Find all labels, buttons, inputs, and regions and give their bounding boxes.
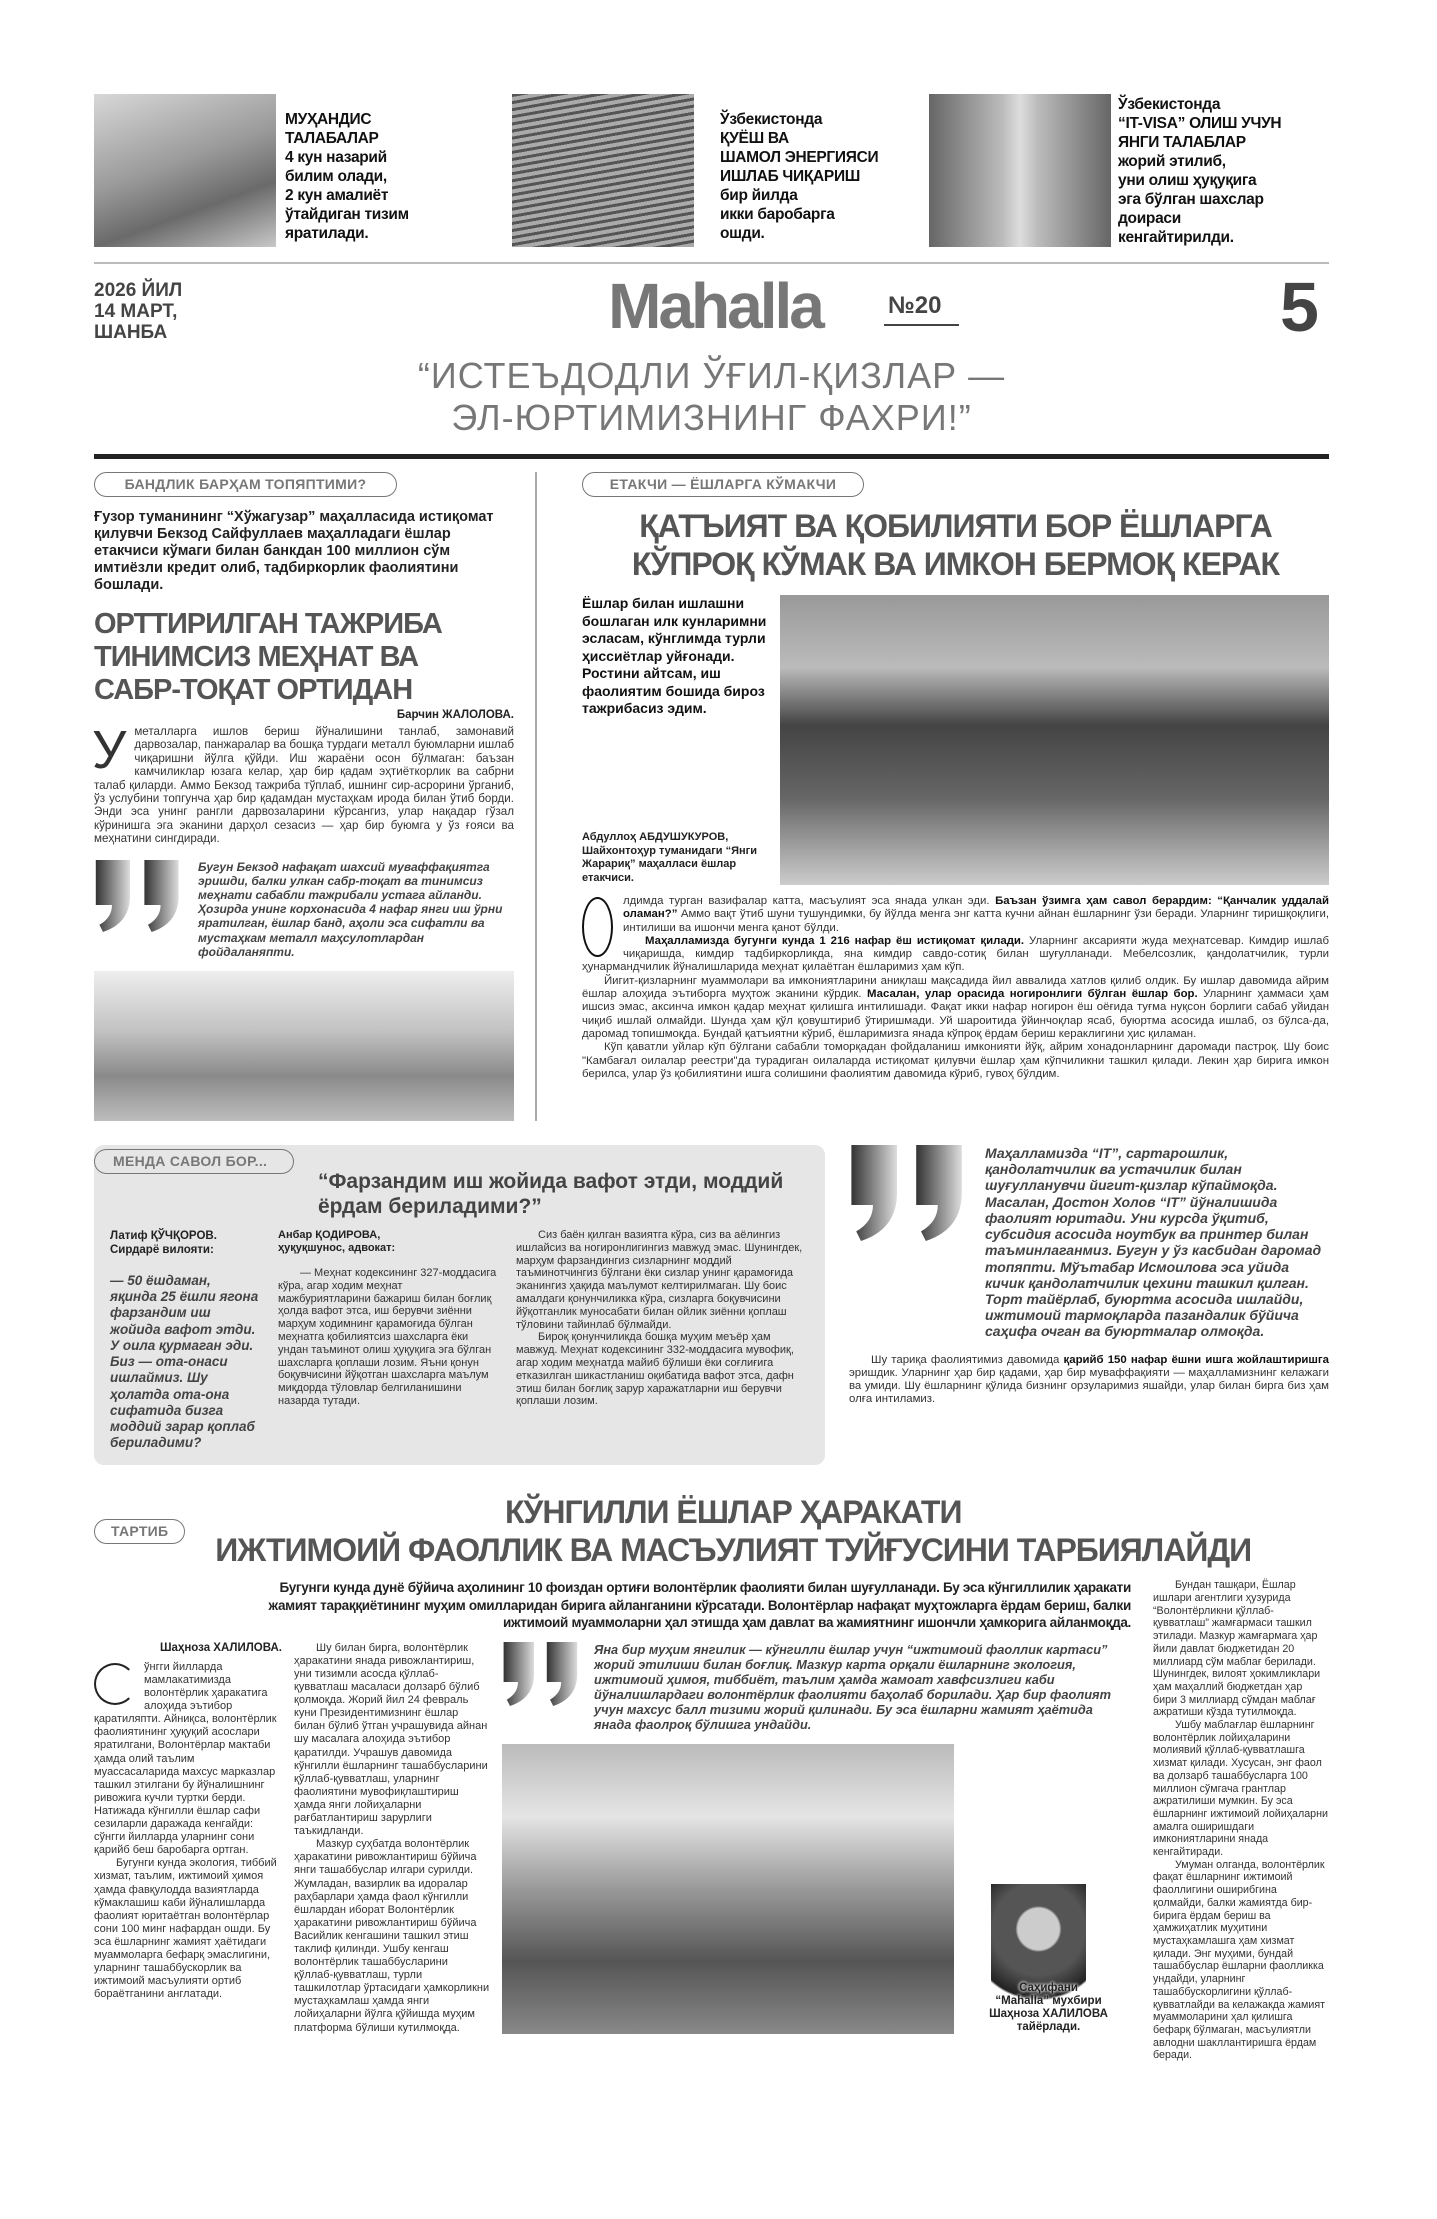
paragraph [582,895,1329,935]
teaser-line: ШАМОЛ ЭНЕРГИЯСИ [720,149,879,166]
issue-number: №20 [884,292,959,326]
dropcap: У [92,720,127,780]
expert-name: Анбар ҚОДИРОВА, [278,1229,381,1242]
asker-region: Сирдарё вилояти: [110,1244,214,1257]
divider [94,262,1329,264]
headline-line: САБР-ТОҚАТ ОРТИДАН [94,674,413,706]
paragraph: — Меҳнат кодексининг 327-моддасига кўра, агар ходим меҳнат мажбуриятларини бажариш билан боғлиқ ҳолда вафот этса, иш берувчи зиённи марҳум ходимнинг қарамоғида бўлган меҳнатга қобилиятсиз шахсларга ёки ундан таъминот олиш ҳуқуқига эга бўлган шахсларга қоплаши лозим. Яъни қонун боқувчисини йўқотган шахсларга маълум миқдорда тўловлар белгиланишини назарда тутади. [278,1267,497,1408]
teaser-line: икки баробарга [720,206,835,223]
rubric-pill: МЕНДА САВОЛ БОР... [94,1149,294,1174]
paragraph: Бундан ташқари, Ёшлар ишлари агентлиги ҳузурида “Волонтёрликни қўллаб-қувватлаш” жамғармаси ташкил этилади. Мазкур жамғармага ҳар йили давлат бюджетидан 20 миллиард сўм маблағ берилади. Шунингдек, вилоят ҳокимликлари ҳам маҳаллий бюджетдан ҳар бири 3 миллиард сўмдан маблағ ажратиши кўзда тутилмоқда. [1153,1579,1321,1719]
article3-left [94,1579,1131,2034]
article1 [94,472,514,1121]
text-run: Шу тариқа фаолиятимиз давомида [871,1353,1064,1366]
text-run-bold: қарийб 150 нафар ёшни ишга жойлаштиришга [1063,1353,1329,1366]
headline-line: ТИНИМСИЗ МЕҲНАТ ВА [94,641,419,673]
article3-head [94,1493,1329,1569]
quote-mark-icon [502,1642,582,1706]
paragraph: металларга ишлов бериш йўналишини танлаб, замонавий дарвозалар, панжаралар ва бошқа турдаги металл буюмларни ишлаб чиқаришни йўлга қўйди. Иш жараёни осон бўлмаган: баъзан камчиликлар юзага келар, ҳар бир қадам эҳтиёткорлик ва сабрни талаб қиларди. Аммо Бекзод тажриба тўплаб, ишнинг сир-асрорини ўрганиб, ўз услубини топгунча ҳар бир қадамдан мустаҳкам ирода билан ўтиб борди. Энди эса унинг рангли дарвозаларини кўрсангиз, улар нақадар гўзал кўринишга эга эканини дарҳол сезасиз — ҳар бир буюмга у ўз ғояси ва меҳнатини сингдиради. [94,725,514,846]
quote-mark-icon [94,860,184,932]
article2-side-quote: Ёшлар билан ишлашни бошлаган илк кунларимни эсласам, кўнглимда турли ҳиссиётлар уйғонади. Ростини айтсам, иш фаолиятим бошида бироз тажрибасиз эдим. [582,595,767,716]
article2-body [582,895,1329,1081]
article1-lead: Ғузор туманининг “Хўжагузар” маҳалласида истиқомат қилувчи Бекзод Сайфуллаев маҳалладаги ёшлар етакчиси кўмаги билан банкдан 100 миллион сўм имтиёзли кредит олиб, тадбиркорлик фаолиятини бошлади. [94,509,494,593]
paragraph [849,1354,1329,1407]
teaser-line: жорий этилиб, [1118,153,1226,170]
teaser-line: 4 кун назарий [285,149,387,166]
article2-photo-row [582,595,1329,885]
teaser-line: ошди. [720,225,765,242]
teaser-line: эга бўлган шахслар [1118,191,1264,208]
text-run-bold: Маҳалламизда бугунги кунда 1 216 нафар ёш истиқомат қилади. [645,934,1025,947]
text-run: эришдик. Уларнинг ҳар бир қадами, ҳар бир муваффақияти — маҳалламизнинг келажаги ва умиди. Шу ёшларнинг қўлида бизнинг орзуларимиз яшайди, улар билан бирга биз ҳам олға интиламиз. [849,1366,1329,1406]
article2-closing [849,1354,1329,1407]
qa-question-col [110,1229,260,1451]
teaser-line: уни олиш ҳуқуқига [1118,172,1257,189]
article3-headline [197,1493,1329,1569]
text-run-bold: Масалан, улар орасида ногиронлиги бўлган ёшлар бор. [867,988,1198,1001]
masthead-rule [94,454,1329,459]
rubric-pill: БАНДЛИК БАРҲАМ ТОПЯПТИМИ? [94,472,397,497]
headline-line: ОРТТИРИЛГАН ТАЖРИБА [94,608,442,640]
paragraph: Шу билан бирга, волонтёрлик ҳаракатини янада ривожлантириш, уни тизимли асосда қўллаб-қувватлаш масаласи долзарб бўлиб қолмоқда. Жорий йил 24 февраль куни Президентимизнинг ёшлар билан бўлиб ўтган учрашувида айнан шу масалага алоҳида эътибор қаратилди. Учрашув давомида кўнгилли ёшларнинг ташаббусларини қўллаб-қувватлаш, уларнинг фаолиятини мувофиқлаштириш ҳамда янги лойиҳаларни рағбатлантириш зарурлиги таъкидланди. [294,1641,488,1838]
slogan-line: “ИСТЕЪДОДЛИ ЎҒИЛ-ҚИЗЛАР — [417,355,1006,396]
teaser-3[interactable] [1118,95,1333,247]
teaser-line: билим олади, [285,168,387,185]
paragraph: Мазкур суҳбатда волонтёрлик ҳаракатини ривожлантириш бўйича янги ташаббуслар илгари сурилди. Жумладан, вазирлик ва идоралар раҳбарлари ҳамда фаол кўнгилли ёшлардан иборат Волонтёрлик ҳаракатини ривожлантириш бўйича Васийлик кенгашини ташкил этиш таклиф қилинди. Ушбу кенгаш волонтёрлик ташаббусларини қўллаб-қувватлаш, турли ташкилотлар ўртасидаги ҳамкорликни мустаҳкамлаш ҳамда янги лойиҳаларни йўлга қўйишда муҳим платформа бўлиши кутилмоқда. [294,1838,490,2034]
article3-photo-row [502,1744,1131,2034]
rubric-pill: ЕТАКЧИ — ЁШЛАРГА КЎМАКЧИ [582,472,864,497]
byline: Шаҳноза ХАЛИЛОВА. [159,1641,282,1654]
article3 [94,1493,1329,2062]
article2-quote-row [849,1145,1329,1339]
qa-top [94,1149,813,1219]
section-middle [94,1145,1329,1465]
headline-line: ҚАТЪИЯТ ВА ҚОБИЛИЯТИ БОР ЁШЛАРГА [639,508,1272,544]
teaser-2[interactable] [720,110,920,243]
text-run: Йигит-қизларнинг муаммолари ва имкониятларини аниқлаш мақсадида йил аввалида хатлов қилиб олдик. Бу ишлар давомида айрим ёшлар алоҳида эътиборга муҳтож эканини кўрдик. [582,974,1329,1001]
credit-line: тайёрлади. [1016,2020,1081,2033]
page-number: 5 [1280,268,1319,346]
qa-expert [278,1229,498,1255]
article2-pullquote: Маҳалламизда “IT”, сартарошлик, қандолатчилик ва устачилик билан шуғулланувчи йигит-қизлар кўпаймоқда. Масалан, Достон Холов “IT” йўналишида фаолият юритади. Уни курсда ўқитиб, субсидия асосида ноутбук ва принтер билан таъминлаганмиз. Бугун у ўз касбидан даромад топяпти. Мўътабар Исмоилова эса уйида кичик қандолатчилик цехини ташкил қилган. Торт тайёрлаб, буюртма асосида ишлайди, ижтимоий тармоқларда пазандалик бўйича саҳифа очган ва буюртмалар олмоқда. [985,1145,1322,1340]
text-run: Аммо вақт ўтиб шуни тушундимки, бу йўлда менга энг катта кучни айнан ёшларнинг ўзи беради. Уларнинг тиришқоқлиги, интилиши ва ишончи менга қанот бўлди. [623,908,1329,934]
photo-group-matonat-maktabi [780,595,1329,885]
text-run: Уларнинг аксарияти жуда меҳнатсевар. Кимдир ишлаб чиқаришда, кимдир тадбиркорликда, яна кимдир савдо-сотиқ билан шуғулланади. Мебелсозлик, қандолатчилик, турли ҳунармандчилик йўналишларида меҳнат қилаётган ёшларимиз ҳам кўп. [582,934,1329,974]
teaser-line: “IT-VISA” ОЛИШ УЧУН [1118,115,1282,132]
date-day: 14 МАРТ, [94,301,178,322]
paragraph [582,975,1329,1041]
teaser-photo-building [94,94,276,247]
credit-line: Шаҳноза ХАЛИЛОВА [989,2007,1108,2020]
qa-answer-col2 [516,1229,813,1451]
article3-col1 [94,1642,282,2035]
article3-middle [502,1642,1131,2035]
paragraph [582,935,1329,975]
text-run-bold: Баъзан ўзимга ҳам савол берардим: “Қанчалик уддалай оламан?” [623,895,1329,921]
article3-columns [94,1579,1329,2062]
section-top [94,472,1329,1121]
paragraph: Сиз баён қилган вазиятга кўра, сиз ва аёлингиз ишлайсиз ва ногиронлигингиз мавжуд эмас. Шунингдек, марҳум фарзандингиз сизларнинг моддий таъминотчингиз бўлгани ёки сизлар унинг қарамоғида эканингиз ҳақида маълумот келтирилмаган. Шу боис амалдаги қонунчиликка кўра, сизларга боқувчисини йўқотганлик муносабати билан ойлик зиённи қоплаш тўловини тайинлаб бўлмайди. [516,1229,803,1331]
page-credit [956,1982,1141,2034]
credit-line: Саҳифани [1019,1981,1078,1994]
quote-mark-icon [849,1145,969,1241]
rubric-pill: ТАРТИБ [94,1519,185,1544]
article1-pullquote: Бугун Бекзод нафақат шахсий муваффақиятга эришди, балки улкан сабр-тоқат ва тинимсиз меҳнати сабабли тажрибали устага айланди. Ҳозирда унинг корхонасида 4 нафар янги иш ўрни яратилган, ёшлар банд, аҳоли эса сифатли ва мустаҳкам металл маҳсулотлардан фойдаланяпти. [198,859,503,959]
teaser-line: Ўзбекистонда [1118,96,1221,113]
date-year: 2026 ЙИЛ [94,280,183,301]
article2-side [582,595,772,885]
photo-caption: Абдуллоҳ АБДУШУКУРОВ, Шайхонтоҳур туманидаги “Янги Жарариқ” маҳалласи ёшлар етакчиси. [582,831,758,884]
article1-body [92,720,514,846]
teaser-line: ҚУЁШ ВА [720,130,789,147]
paragraph: Бироқ қонунчиликда бошқа муҳим меъёр ҳам мавжуд. Меҳнат кодексининг 332-моддасига мувофиқ, агар ходим меҳнатда майиб бўлиши ёки соғлиғига етказилган шикастланиш оқибатида вафот этса, дафн этиш билан боғлиқ зарур харажатларни иш берувчи қоплаши лозим. [516,1331,794,1408]
dropcap [94,1663,136,1705]
issue-date [94,280,182,343]
article3-lead: Бугунги кунда дунё бўйича аҳолининг 10 фоиздан ортиғи волонтёрлик фаолияти билан шуғулланади. Бу эса кўнгиллилик ҳаракати жамият тараққиётининг муҳим омилларидан бирига айланганини кўрсатади. Волонтёрлар нафақат муҳтожларга ёрдам бериш, балки ижтимоий муаммоларни ҳал этишда ҳам давлат ва жамиятнинг ишончли ҳамкорига айланмоқда. [268,1580,1131,1631]
qa-answer-text [278,1267,498,1408]
teaser-line: яратилади. [285,225,369,242]
teaser-line: кенгайтирилди. [1118,229,1234,246]
article3-pullquote: Яна бир муҳим янгилик — кўнгилли ёшлар учун “ижтимоий фаоллик картаси” жорий этилиши билан боғлиқ. Мазкур карта орқали ёшларнинг экология, ижтимоий ҳимоя, тиббиёт, таълим ҳамда жамоат хавфсизлиги каби йўналишлардаги волонтёрлик фаолияти баҳолаб борилади. Ҳар бир фаолият учун махсус балл тизими жорий қилинади. Бу эса ёшларни жамият ҳаётида янада фаолроқ бўлишга ундайди. [594,1641,1111,1732]
paragraph: Умуман олганда, волонтёрлик фақат ёшларнинг ижтимоий фаоллигини оширибгина қолмайди, балки жамиятда бир-бирига ёрдам бериш ва ҳамжиҳатлик муҳитини мустаҳкамлашга ҳам хизмат қилади. Энг муҳими, бундай ташаббуслар ёшларни фаолликка ундайди, уларнинг ташаббускорлигини қўллаб-қувватлайди ва келажакда жамият муаммоларини ҳал қилишга бефарқ бўлмаган, масъулиятли авлодни шакллантиришга ёрдам беради. [1153,1858,1325,2062]
asker-name: Латиф ҚЎЧҚОРОВ. [110,1230,217,1243]
article3-col3 [1153,1579,1329,2062]
article2-continued [849,1145,1329,1407]
qa-asker [110,1229,260,1257]
date-weekday: ШАНБА [94,322,168,343]
author-block [966,1884,1131,2034]
logo: Mahalla [608,270,822,342]
article2 [582,472,1329,1121]
teaser-line: 2 кун амалиёт [285,187,389,204]
article3-body-row [94,1642,1131,2035]
teaser-line: ўтайдиган тизим [285,206,409,223]
teaser-line: Ўзбекистонда [720,111,823,128]
teaser-line: бир йилда [720,187,798,204]
teaser-photo-solar [512,94,694,247]
paragraph: ўнгги йилларда мамлакатимизда волонтёрлик ҳаракатига алоҳида эътибор қаратиляпти. Айниқса, волонтёрлик фаолиятининг ҳуқуқий асослари яратилгани, Волонтёрлар мактаби ҳамда олий таълим муассасаларида махсус марказлар ташкил этилгани бу йўналишнинг ривожига кучли туртки берди. Натижада кўнгилли ёшлар сафи сезиларли даражада кенгайди: сўнгги йилларда уларнинг сони қарийб беш баробарга ортган. [94,1660,277,1857]
qa-answer-col1 [278,1229,498,1451]
paragraph: Бугунги кунда экология, тиббий хизмат, таълим, ижтимоий ҳимоя ҳамда фавқулодда вазиятларда кўмаклашиш каби йўналишларда фаолият юритаётган волонтёрлар сони 100 минг нафардан ошди. Бу эса ёшларнинг жамият ҳаётидаги муаммоларга бефарқ эмаслигини, уларнинг ташаббускорлик ва ижтимоий масъулияти ортиб бораётганини англатади. [94,1857,277,2001]
article2-headline [582,507,1329,583]
slogan [94,355,1329,439]
photo-metal-gate-worker [94,971,514,1121]
expert-role: ҳуқуқшунос, адвокат: [278,1242,396,1255]
article3-col2 [294,1642,490,2035]
teaser-line: МУҲАНДИС [285,111,372,128]
qa-question: — 50 ёшдаман, яқинда 25 ёшли ягона фарзандим иш жойида вафот этди. У оила қурмаган эди. Биз — ота-онаси ишлаймиз. Шу ҳолатда ота-она сифатида бизга моддий зарар қоплаб бериладими? [110,1273,259,1451]
teaser-line: ТАЛАБАЛАР [285,130,379,147]
article1-quote-row [94,860,514,959]
text-run: лдимда турган вазифалар катта, масъулият эса янада улкан эди. [623,895,996,907]
byline: Барчин ЖАЛОЛОВА. [396,709,514,721]
photo-volunteers [502,1744,954,2034]
text-run: Уларнинг ҳаммаси ҳам ишсиз эмас, аксинча имкон қадар меҳнат қилишга интилишади. Фақат икки нафар ногирон ёш оёғида туғма нуқсон борлиги сабаб уйидан чиқиб ишлай олмайди. Шунда ҳам қўл қовуштириб ўтиришмади. Уй шароитида ўйинчоқлар ясаб, буюртма асосида ишлаб, оз бўлса-да, даромад топишмоқда. Бундай қатъиятни кўриб, ёшларимизга янада кўпроқ ёрдам бериш кераклигини ҳис қиламан. [582,988,1329,1040]
teaser-line: доираси [1118,210,1181,227]
headline-line: КЎПРОҚ КЎМАК ВА ИМКОН БЕРМОҚ КЕРАК [631,546,1280,582]
headline-line: КЎНГИЛЛИ ЁШЛАР ҲАРАКАТИ [504,1494,962,1531]
dropcap-o [582,897,613,957]
qa-box [94,1145,825,1465]
paragraph: Кўп қаватли уйлар кўп бўлгани сабабли томорқадан фойдаланиш имконияти йўқ, айрим хонадонларнинг даромади пастроқ. Шу боис "Камбағал оилалар реестри"да турадиган оилаларда истиқомат қилувчи ёшлар ҳам кўпчиликни ташкил қилади. Лекин ҳар бирига имкон берилса, улар ўз қобилиятини ишга солишини фаолиятим давомида кўриб, гувоҳ бўлдим. [582,1041,1329,1080]
article3-quote-row [502,1642,1131,1732]
vertical-divider [535,472,537,1121]
teaser-line: ЯНГИ ТАЛАБЛАР [1118,134,1246,151]
paragraph: Ушбу маблағлар ёшларнинг волонтёрлик лойиҳаларини молиявий қўллаб-қувватлашга хизмат қилади. Хусусан, энг фаол ва долзарб ташаббусларга 100 миллион сўмгача грантлар ажратилиши мумкин. Бу эса ёшларнинг ижтимоий лойиҳаларни амалга оширишдаги имкониятларини янада кенгайтиради. [1153,1719,1328,1859]
article1-headline [94,608,514,707]
teaser-photo-it-park [929,94,1111,247]
slogan-line: ЭЛ-ЮРТИМИЗНИНГ ФАХРИ!” [451,397,972,438]
teaser-1[interactable] [285,110,485,243]
qa-columns [94,1229,813,1451]
qa-headline: “Фарзандим иш жойида вафот этди, моддий ёрдам бериладими?” [318,1170,784,1219]
headline-line: ИЖТИМОИЙ ФАОЛЛИК ВА МАСЪУЛИЯТ ТУЙҒУСИНИ ТАРБИЯЛАЙДИ [215,1532,1252,1569]
teaser-line: ИШЛАБ ЧИҚАРИШ [720,168,861,185]
credit-line: “Mahalla” мухбири [995,1994,1102,2007]
